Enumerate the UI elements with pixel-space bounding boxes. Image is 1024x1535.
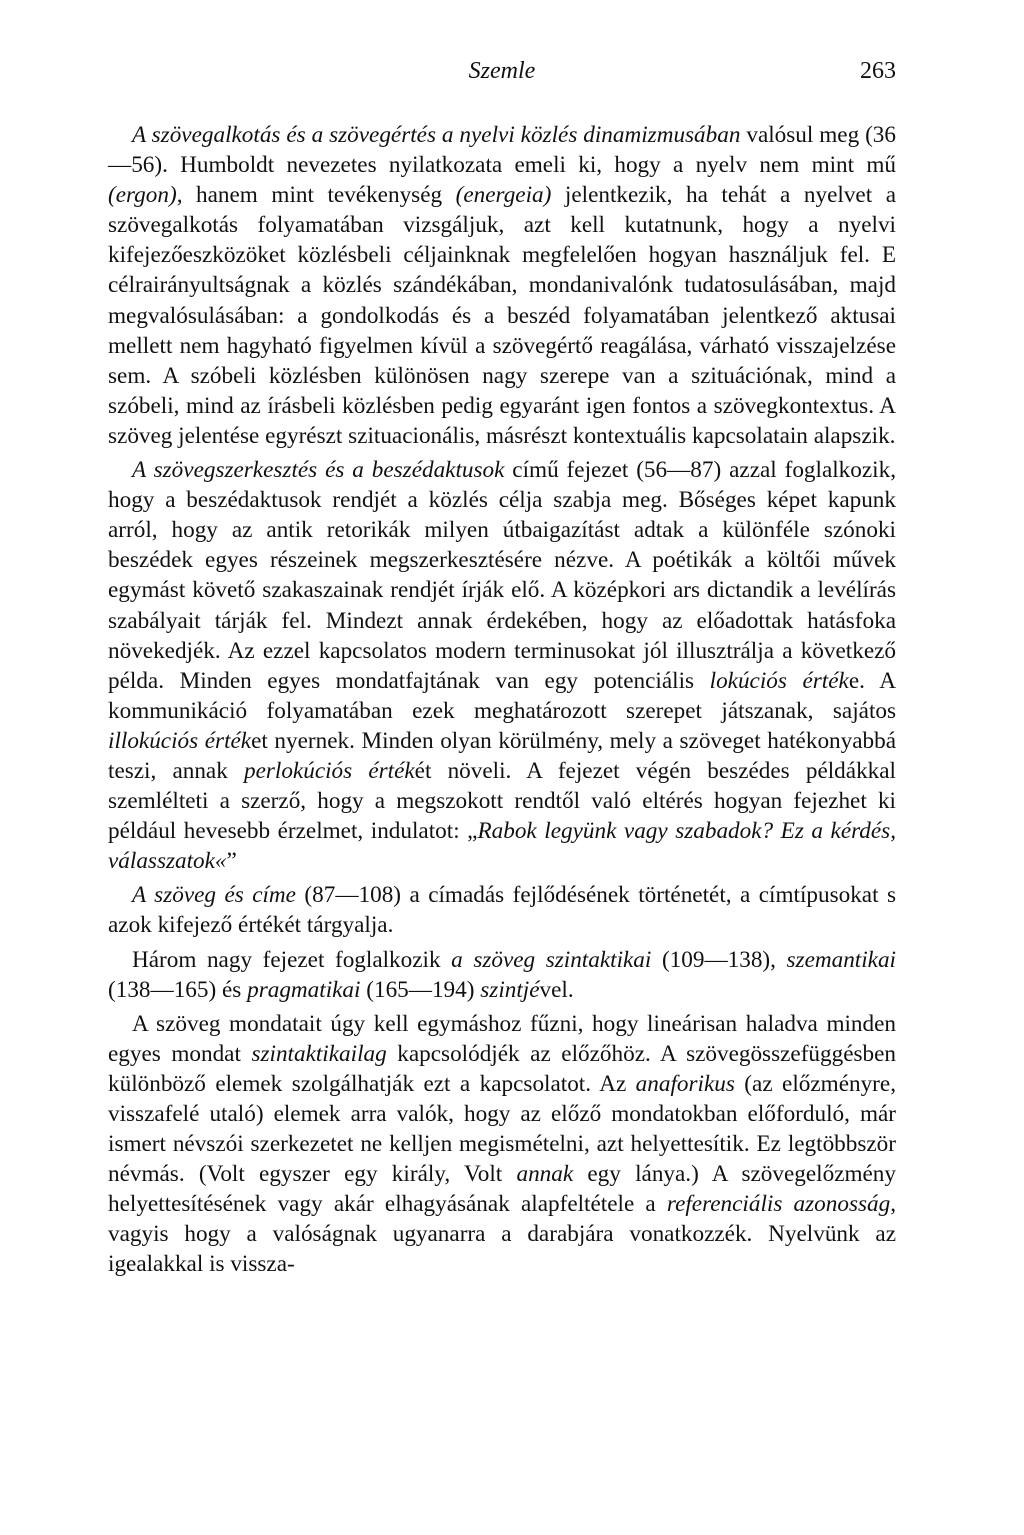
text-segment: szintjé (480, 976, 540, 1003)
text-segment: A szövegszerkesztés és a beszédaktusok (132, 457, 505, 484)
text-segment: lokúciós érték (709, 667, 849, 694)
text-segment: et nyernek. Minden olyan körülmény, mely a szöveget hatékonyabbá teszi, annak (108, 727, 896, 784)
text-segment: referenciális azonosság (666, 1191, 891, 1218)
book-page (108, 58, 896, 1284)
text-segment: (az előzményre, visszafelé utaló) elemek arra valók, hogy az előző mondatokban előforduló, már ismert névszói szerkezetet ne kelljen megismételni, azt helyettesítik. Ez legtöbbször névmás. (Volt egyszer egy király, Volt (108, 1070, 896, 1188)
text-segment: (ergon) (108, 182, 177, 209)
text-segment: A szövegalkotás és a szövegértés a nyelvi közlés dinamizmusában (132, 122, 741, 148)
text-segment: egy lánya.) A szövegelőzmény helyettesítésének vagy akár elhagyásának alapfeltétele a (108, 1161, 896, 1218)
text-segment: (109—138), (651, 946, 787, 973)
text-segment: (165—194) (360, 976, 481, 1003)
text-segment: (138—165) és (108, 976, 248, 1003)
text-segment: pragmatikai (247, 976, 361, 1003)
text-segment: (87—108) a címadás fejlődésének történetét, a címtípusokat s azok kifejező értékét tárgyalja. (108, 882, 896, 939)
running-title: Szemle (468, 58, 536, 84)
text-segment: A szöveg mondatait úgy kell egymáshoz fűzni, hogy lineárisan haladva minden egyes mondat (108, 1010, 896, 1067)
paragraph-2 (108, 455, 896, 876)
text-segment: anaforikus (635, 1070, 735, 1097)
text-segment: illokúciós érték (108, 727, 252, 754)
text-segment: A szöveg és címe (132, 882, 296, 909)
text-segment: Három nagy fejezet foglalkozik (132, 946, 452, 973)
text-segment: , hanem mint tevékenység (176, 182, 456, 209)
text-segment: vel. (539, 976, 574, 1003)
text-segment: , vagyis hogy a valóságnak ugyanarra a darabjára vonatkozzék. Nyelvünk az igealakkal is vissza- (108, 1191, 896, 1278)
text-segment: perlokúciós érték (243, 757, 415, 784)
paragraph-4 (108, 945, 896, 1005)
text-segment: (energeia) (455, 182, 552, 209)
text-segment: a szöveg szintaktikai (451, 946, 652, 973)
text-segment: jelentkezik, ha tehát a nyelvet a szövegalkotás folyamatában vizsgáljuk, azt kell kutatnunk, hogy a nyelvi kifejezőeszközöket közlésbeli céljainknak megfelelően hogyan használjuk fel. E célrairányultságnak a közlés szándékában, mondanivalónk tudatosulásában, majd megvalósulásában: a gondolkodás és a beszéd folyamatában jelentkező aktusai mellett nem hagyható figyelmen kívül a szövegértő reagálása, várható visszajelzése sem. A szóbeli közlésben különösen nagy szerepe van a szituációnak, mind a szóbeli, mind az írásbeli közlésben pedig egyaránt igen fontos a szövegkontextus. A szöveg jelentése egyrészt szituacionális, másrészt kontextuális kapcsolatain alapszik. (108, 182, 896, 449)
text-segment: szemantikai (786, 946, 896, 973)
text-segment: Rabok legyünk vagy szabadok? Ez a kérdés, válasszatok« (108, 818, 896, 875)
text-segment: ét növeli. A fejezet végén beszédes példákkal szemlélteti a szerző, hogy a megszokott rendtől való eltérés hogyan fejezhet ki például hevesebb érzelmet, indulatot: „ (108, 757, 896, 845)
text-segment: című fejezet (56—87) azzal foglalkozik, hogy a beszédaktusok rendjét a közlés célja szabja meg. Bőséges képet kapunk arról, hogy az antik retorikák milyen útbaigazítást adtak a különféle szónoki beszédek egyes részeinek megszerkesztésére nézve. A poétikák a költői művek egymást követő szakaszainak rendjét írják elő. A középkori ars dictandik a levélírás szabályait tárják fel. Mindezt annak érdekében, hogy az előadottak hatásfoka növekedjék. Az ezzel kapcsolatos modern terminusokat jól illusztrálja a következő példa. Minden egyes mondatfajtának van egy potenciális (108, 457, 896, 694)
text-segment: annak (516, 1161, 574, 1188)
paragraph-5 (108, 1009, 896, 1280)
paragraph-1 (108, 120, 896, 451)
paragraph-3 (108, 880, 896, 940)
text-segment: e. A kommunikáció folyamatában ezek meghatározott szerepet játszanak, sajátos (108, 667, 896, 724)
text-segment: valósul meg (36—56). Humboldt nevezetes nyilatkozata emeli ki, hogy a nyelv nem mint mű (108, 122, 896, 179)
text-segment: szintaktikailag (251, 1040, 387, 1067)
text-segment: ” (226, 848, 237, 875)
page-number: 263 (860, 58, 896, 84)
text-segment: kapcsolódjék az előzőhöz. A szövegösszefüggésben különböző elemek szolgálhatják ezt a kapcsolatot. Az (108, 1040, 896, 1097)
running-header (108, 58, 896, 98)
body-text (108, 120, 896, 1280)
